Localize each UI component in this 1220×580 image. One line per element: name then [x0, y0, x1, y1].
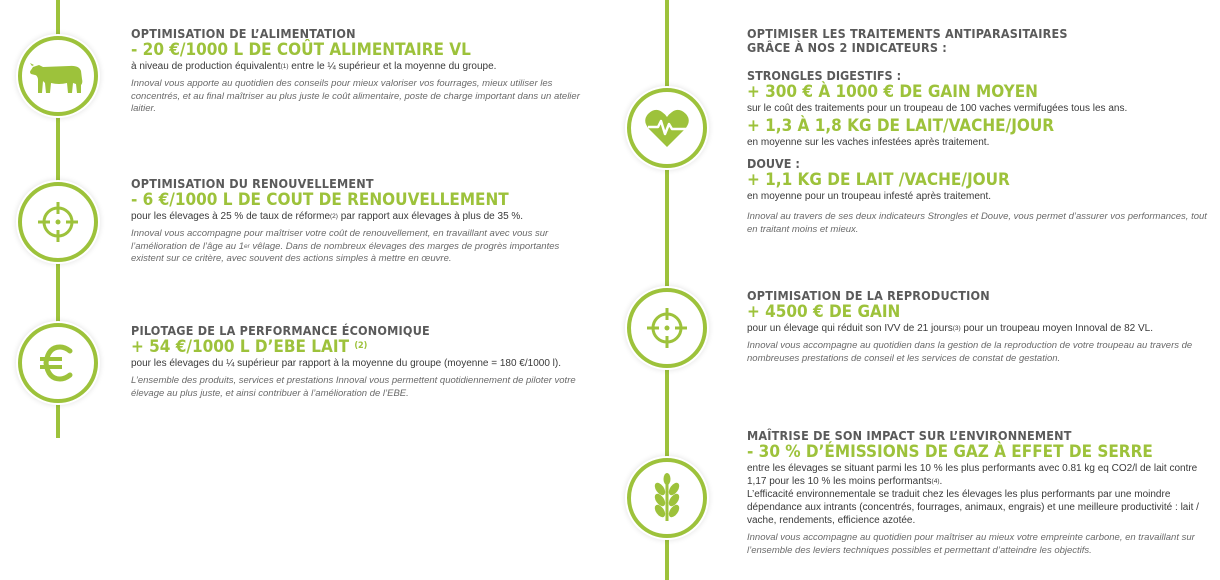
- circle-economic: [18, 323, 98, 403]
- key-figure: - 6 €/1000 L DE COUT DE RENOUVELLEMENT: [131, 190, 509, 210]
- section-italic-note: L’ensemble des produits, services et prestations Innoval vous permettent quotidiennement de piloter votre élevage au plus juste, et ainsi contribuer à l’amélioration de l’EBE.: [131, 375, 576, 399]
- section-italic-note: Innoval vous apporte au quotidien des conseils pour mieux valoriser vos fourrages, mieux utiliser les concentrés, et au final maîtriser au plus juste le coût alimentaire, poste de charge important dans un atelier laitier.: [131, 78, 580, 114]
- section-description: entre les élevages se situant parmi les 10 % les plus performants avec 0.81 kg eq CO2/l de lait contre 1,17 pour les 10 % les moins performants$^{(4)}$.: [747, 463, 1198, 487]
- block-feeding: [131, 27, 591, 116]
- section-title: MAÎTRISE DE SON IMPACT SUR L’ENVIRONNEMENT: [747, 428, 1072, 443]
- block-renewal: [131, 177, 591, 266]
- circle-antiparasitic: [627, 88, 707, 168]
- wheat-icon: [647, 473, 687, 523]
- section-description: pour les élevages du ¼ supérieur par rapport à la moyenne du groupe (moyenne = 180 €/1000 l).: [131, 358, 561, 369]
- section-italic-note: Innoval au travers de ses deux indicateurs Strongles et Douve, vous permet d’assurer vos performances, tout en traitant moins et mieux.: [747, 211, 1207, 235]
- section-title: OPTIMISER LES TRAITEMENTS ANTIPARASITAIRES: [747, 26, 1068, 41]
- section-title: OPTIMISATION DU RENOUVELLEMENT: [131, 176, 374, 191]
- circle-environment: [627, 458, 707, 538]
- key-figure: + 4500 € DE GAIN: [747, 302, 901, 322]
- circle-reproduction: [627, 288, 707, 368]
- section-description: en moyenne pour un troupeau infesté après traitement.: [747, 191, 992, 202]
- block-environment: [747, 429, 1209, 557]
- section-title: OPTIMISATION DE LA REPRODUCTION: [747, 288, 990, 303]
- block-economic: [131, 324, 596, 400]
- target-icon: [36, 200, 80, 244]
- euro-icon: [36, 341, 80, 385]
- section-description: en moyenne sur les vaches infestées après traitement.: [747, 137, 990, 148]
- key-figure: + 300 € À 1000 € DE GAIN MOYEN: [747, 82, 1038, 102]
- key-figure: + 54 €/1000 L D’EBE LAIT $^{(2)}$: [131, 337, 368, 357]
- section-title: PILOTAGE DE LA PERFORMANCE ÉCONOMIQUE: [131, 323, 430, 338]
- key-figure: + 1,3 À 1,8 KG DE LAIT/VACHE/JOUR: [747, 116, 1055, 136]
- section-italic-note: Innoval vous accompagne au quotidien pour maîtriser au mieux votre empreinte carbone, en travaillant sur l’ensemble des leviers techniques possibles et permettant d’atteindre les objectifs.: [747, 532, 1195, 556]
- target-icon: [645, 306, 689, 350]
- subsection-title: STRONGLES DIGESTIFS :: [747, 68, 902, 83]
- heart-pulse-icon: [644, 107, 690, 149]
- section-italic-note: Innoval vous accompagne au quotidien dans la gestion de la reproduction de votre troupeau au travers de nombreuses prestations de conseil et les services de constat de gestation.: [747, 340, 1193, 364]
- block-antiparasitic: [747, 27, 1207, 236]
- subsection-title: DOUVE :: [747, 156, 800, 171]
- key-figure: + 1,1 KG DE LAIT /VACHE/JOUR: [747, 170, 1010, 190]
- section-title: OPTIMISATION DE L’ALIMENTATION: [131, 26, 356, 41]
- circle-feeding: [18, 36, 98, 116]
- section-title-line-2: GRÂCE À NOS 2 INDICATEURS :: [747, 40, 947, 55]
- section-description: sur le coût des traitements pour un troupeau de 100 vaches vermifugées tous les ans.: [747, 103, 1128, 114]
- section-description: pour les élevages à 25 % de taux de réforme$^{(2)}$ par rapport aux élevages à plus de 35 %.: [131, 211, 524, 222]
- section-description: à niveau de production équivalent$^{(1)}$ entre le ¼ supérieur et la moyenne du groupe.: [131, 61, 497, 72]
- cow-icon: [29, 57, 87, 95]
- key-figure: - 20 €/1000 L DE COÛT ALIMENTAIRE VL: [131, 40, 471, 60]
- circle-renewal: [18, 182, 98, 262]
- section-italic-note: Innoval vous accompagne pour maîtriser votre coût de renouvellement, en travaillant avec vous sur l’amélioration de l’âge au 1er vêlage. Dans de nombreux élevages des marges de progrès importantes existent sur ce critère, avec souvent des actions simples à mettre en œuvre.: [131, 228, 560, 264]
- section-description-2: L’efficacité environnementale se traduit chez les élevages les plus performants par une moindre dépendance aux intrants (concentrés, fourrages, animaux, engrais) et une meilleure productivité : lait / vache, rendements, efficience azotée.: [747, 489, 1199, 526]
- section-description: pour un élevage qui réduit son IVV de 21 jours$^{(3)}$ pour un troupeau moyen Innoval de 82 VL.: [747, 323, 1154, 334]
- block-reproduction: [747, 289, 1207, 365]
- key-figure: - 30 % D’ÉMISSIONS DE GAZ À EFFET DE SERRE: [747, 442, 1153, 462]
